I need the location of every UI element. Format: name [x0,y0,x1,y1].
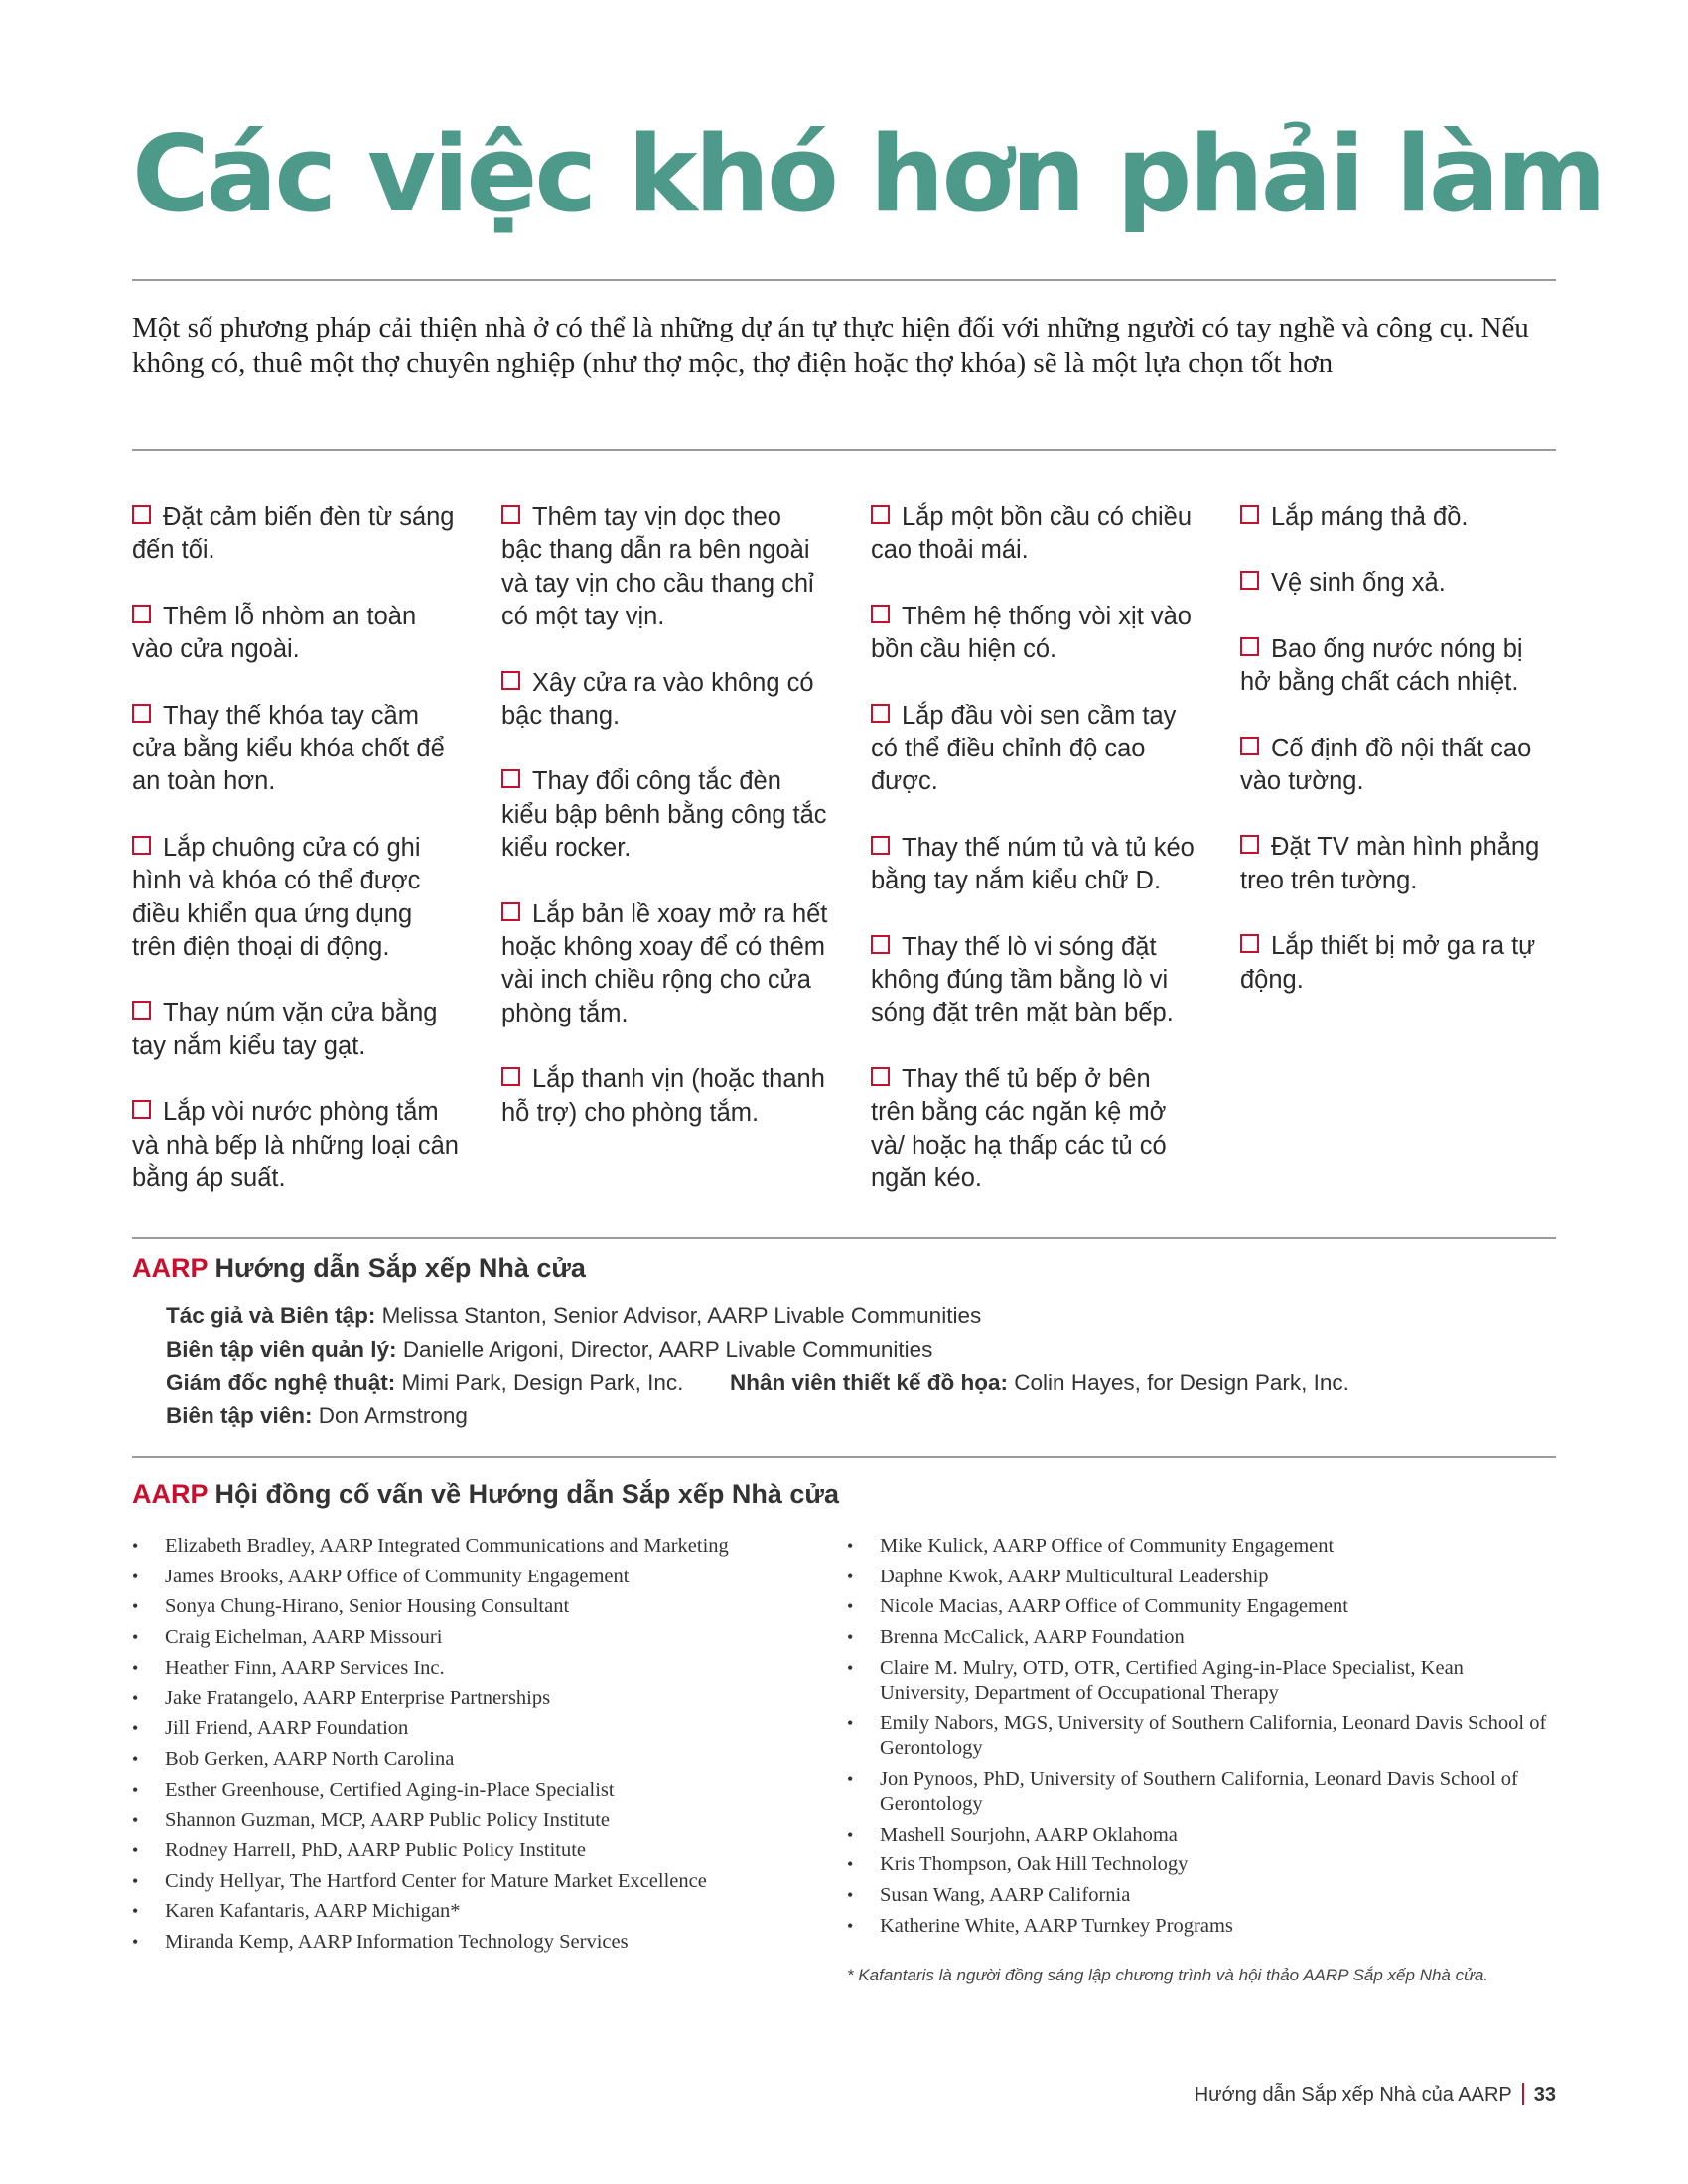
checkbox-icon[interactable] [132,704,151,723]
checkbox-icon[interactable] [871,1067,890,1086]
checklist-item [501,501,829,634]
credit-editor-label: Biên tập viên: [166,1403,313,1428]
advisory-member: • Jill Friend, AARP Foundation [132,1716,817,1741]
aarp-brand: AARP [132,1253,209,1283]
footer-text: Hướng dẫn Sắp xếp Nhà của AARP [1194,2084,1512,2106]
checkbox-icon[interactable] [501,671,520,690]
checklist-column-1 [132,501,460,1229]
checklist-column-3 [871,501,1198,1229]
checklist-item-text: Thay đổi công tắc đèn kiểu bập bênh bằng công tắc kiểu rocker. [501,767,827,863]
checkbox-icon[interactable] [1240,505,1259,524]
checklist-item [1240,633,1556,700]
page-title: Các việc khó hơn phải làm [132,113,1604,235]
credit-managing-value: Danielle Arigoni, Director, AARP Livable Communities [402,1337,933,1362]
credits-divider [132,1456,1556,1458]
intro-divider [132,449,1556,451]
advisory-member: • Nicole Macias, AARP Office of Community Engagement [847,1594,1556,1619]
credit-author-label: Tác giả và Biên tập: [166,1303,376,1328]
advisory-member: • Shannon Guzman, MCP, AARP Public Policy Institute [132,1808,817,1833]
checkbox-icon[interactable] [871,836,890,855]
checklist-item [871,931,1198,1030]
checkbox-icon[interactable] [501,902,520,921]
checklist-item-text: Thay núm vặn cửa bằng tay nắm kiểu tay gạt. [132,999,438,1060]
checklist-item-text: Thay thế tủ bếp ở bên trên bằng các ngăn kệ mở và/ hoặc hạ thấp các tủ có ngăn kéo. [871,1064,1167,1193]
credit-art-label: Giám đốc nghệ thuật: [166,1370,396,1395]
checkbox-icon[interactable] [132,1001,151,1020]
checklist-item-text: Lắp một bồn cầu có chiều cao thoải mái. [871,503,1193,565]
checkbox-icon[interactable] [1240,934,1259,953]
footnote: * Kafantaris là người đồng sáng lập chương trình và hội thảo AARP Sắp xếp Nhà cửa. [847,1966,1489,1984]
checkbox-icon[interactable] [501,505,520,524]
checkbox-icon[interactable] [1240,737,1259,755]
checklist-item-text: Cố định đồ nội thất cao vào tường. [1240,734,1532,796]
advisory-heading [132,1479,839,1510]
checklist-item [1240,930,1556,997]
page-footer [1195,2083,1556,2107]
checkbox-icon[interactable] [871,935,890,954]
checklist-item [132,601,460,667]
checklist-divider [132,1237,1556,1239]
checklist-item [1240,501,1556,534]
checklist-item-text: Đặt cảm biến đèn từ sáng đến tối. [132,503,455,565]
checkbox-icon[interactable] [1240,637,1259,656]
checklist-item-text: Thay thế lò vi sóng đặt không đúng tầm bằng lò vi sóng đặt trên mặt bàn bếp. [871,932,1174,1027]
credit-author [166,1303,981,1329]
checklist-item-text: Lắp chuông cửa có ghi hình và khóa có thể được điều khiển qua ứng dụng trên điện thoại di động. [132,833,421,962]
credit-graphic-designer [730,1370,1349,1396]
advisory-member: • Brenna McCalick, AARP Foundation [847,1625,1556,1650]
aarp-brand: AARP [132,1479,209,1509]
advisory-member: • Susan Wang, AARP California [847,1883,1556,1908]
advisory-member: • Cindy Hellyar, The Hartford Center for Mature Market Excellence [132,1869,817,1894]
checklist-item [871,700,1198,799]
credit-managing-label: Biên tập viên quản lý: [166,1337,397,1362]
advisory-member: • Karen Kafantaris, AARP Michigan* [132,1899,817,1924]
checkbox-icon[interactable] [132,1100,151,1119]
credits-heading-text: Hướng dẫn Sắp xếp Nhà cửa [214,1253,586,1283]
checklist-item-text: Lắp vòi nước phòng tắm và nhà bếp là những loại cân bằng áp suất. [132,1098,459,1193]
advisory-member: • Elizabeth Bradley, AARP Integrated Communications and Marketing [132,1534,817,1559]
checklist-item [132,1096,460,1195]
checklist-item-text: Lắp đầu vòi sen cầm tay có thể điều chỉnh độ cao được. [871,701,1177,796]
checkbox-icon[interactable] [871,605,890,623]
checklist-item-text: Lắp máng thả đồ. [1271,503,1469,531]
checklist-item-text: Lắp bản lề xoay mở ra hết hoặc không xoay để có thêm vài inch chiều rộng cho cửa phòng tắm. [501,899,828,1027]
advisory-member: • James Brooks, AARP Office of Community Engagement [132,1565,817,1589]
checklist-item [132,501,460,568]
checklist-item-text: Thay thế núm tủ và tủ kéo bằng tay nắm kiểu chữ D. [871,833,1195,895]
intro-paragraph: Một số phương pháp cải thiện nhà ở có thể là những dự án tự thực hiện đối với những người có tay nghề và công cụ. Nếu không có, thuê một thợ chuyên nghiệp (như thợ mộc, thợ điện hoặc thợ khóa) sẽ là một lựa chọn tốt hơn [132,312,1529,379]
checklist-item-text: Đặt TV màn hình phẳng treo trên tường. [1240,833,1540,894]
checklist-item [1240,733,1556,799]
credit-graphic-value: Colin Hayes, for Design Park, Inc. [1014,1370,1349,1395]
checklist-item [1240,831,1556,897]
checkbox-icon[interactable] [132,605,151,623]
credit-managing-editor [166,1337,932,1363]
checklist-item [871,1063,1198,1196]
checklist-item-text: Xây cửa ra vào không có bậc thang. [501,668,814,731]
checklist-item-text: Thêm hệ thống vòi xịt vào bồn cầu hiện có. [871,602,1192,664]
checklist-item [871,601,1198,667]
checkbox-icon[interactable] [501,1067,520,1086]
checklist-item [1240,567,1556,600]
checkbox-icon[interactable] [871,505,890,524]
advisory-member: • Miranda Kemp, AARP Information Technology Services [132,1930,817,1955]
advisory-member: • Bob Gerken, AARP North Carolina [132,1747,817,1772]
advisory-member: • Daphne Kwok, AARP Multicultural Leadership [847,1565,1556,1589]
advisory-member: • Rodney Harrell, PhD, AARP Public Policy Institute [132,1839,817,1863]
checkbox-icon[interactable] [871,704,890,723]
checklist-column-4 [1240,501,1556,1029]
checklist-item-text: Thay thế khóa tay cầm cửa bằng kiểu khóa chốt để an toàn hơn. [132,701,445,796]
credit-art-director [166,1370,683,1396]
checklist-item-text: Thêm tay vịn dọc theo bậc thang dẫn ra bên ngoài và tay vịn cho cầu thang chỉ có một tay vịn. [501,503,814,631]
advisory-member: • Sonya Chung-Hirano, Senior Housing Consultant [132,1594,817,1619]
credit-art-value: Mimi Park, Design Park, Inc. [401,1370,684,1395]
credits-heading [132,1253,586,1284]
advisory-member: • Jon Pynoos, PhD, University of Southern California, Leonard Davis School of Gerontology [847,1767,1556,1818]
credit-graphic-label: Nhân viên thiết kế đồ họa: [730,1370,1009,1395]
footer-separator [1522,2083,1524,2105]
checklist-column-2 [501,501,829,1162]
advisory-member: • Craig Eichelman, AARP Missouri [132,1625,817,1650]
advisory-member: • Katherine White, AARP Turnkey Programs [847,1914,1556,1939]
checklist-item-text: Vệ sinh ống xả. [1271,569,1446,598]
advisory-member: • Mike Kulick, AARP Office of Community Engagement [847,1534,1556,1559]
checklist-item [871,832,1198,898]
advisory-member: • Emily Nabors, MGS, University of Southern California, Leonard Davis School of Gerontology [847,1711,1556,1762]
checklist-item-text: Bao ống nước nóng bị hở bằng chất cách nhiệt. [1240,634,1523,697]
credit-author-value: Melissa Stanton, Senior Advisor, AARP Livable Communities [381,1303,982,1328]
checklist-item-text: Thêm lỗ nhòm an toàn vào cửa ngoài. [132,602,417,664]
checkbox-icon[interactable] [1240,571,1259,590]
advisory-member: • Mashell Sourjohn, AARP Oklahoma [847,1823,1556,1847]
advisory-member: • Jake Fratangelo, AARP Enterprise Partnerships [132,1686,817,1710]
checkbox-icon[interactable] [1240,835,1259,854]
checklist-item [132,997,460,1063]
checklist-item [501,765,829,865]
advisory-heading-text: Hội đồng cố vấn về Hướng dẫn Sắp xếp Nhà cửa [214,1479,839,1509]
credit-editor-value: Don Armstrong [318,1403,468,1428]
checklist-item [132,700,460,799]
checklist-item [501,667,829,734]
advisory-member: • Heather Finn, AARP Services Inc. [132,1656,817,1681]
checkbox-icon[interactable] [501,769,520,788]
checkbox-icon[interactable] [132,836,151,855]
checklist-item [501,1063,829,1130]
advisory-member: • Claire M. Mulry, OTD, OTR, Certified Aging-in-Place Specialist, Kean University, Department of Occupational Therapy [847,1656,1556,1706]
advisory-member: • Esther Greenhouse, Certified Aging-in-Place Specialist [132,1778,817,1803]
checklist-item [132,832,460,965]
advisory-list-2 [847,1534,1556,1944]
checklist-item [871,501,1198,568]
advisory-list-1 [132,1534,817,1961]
checklist-item-text: Lắp thanh vịn (hoặc thanh hỗ trợ) cho phòng tắm. [501,1065,825,1127]
page-number: 33 [1533,2084,1556,2106]
credit-editor [166,1403,468,1429]
advisory-member: • Kris Thompson, Oak Hill Technology [847,1852,1556,1877]
checkbox-icon[interactable] [132,505,151,524]
title-divider [132,279,1556,281]
checklist-item [501,898,829,1031]
checklist-item-text: Lắp thiết bị mở ga ra tự động. [1240,932,1536,994]
